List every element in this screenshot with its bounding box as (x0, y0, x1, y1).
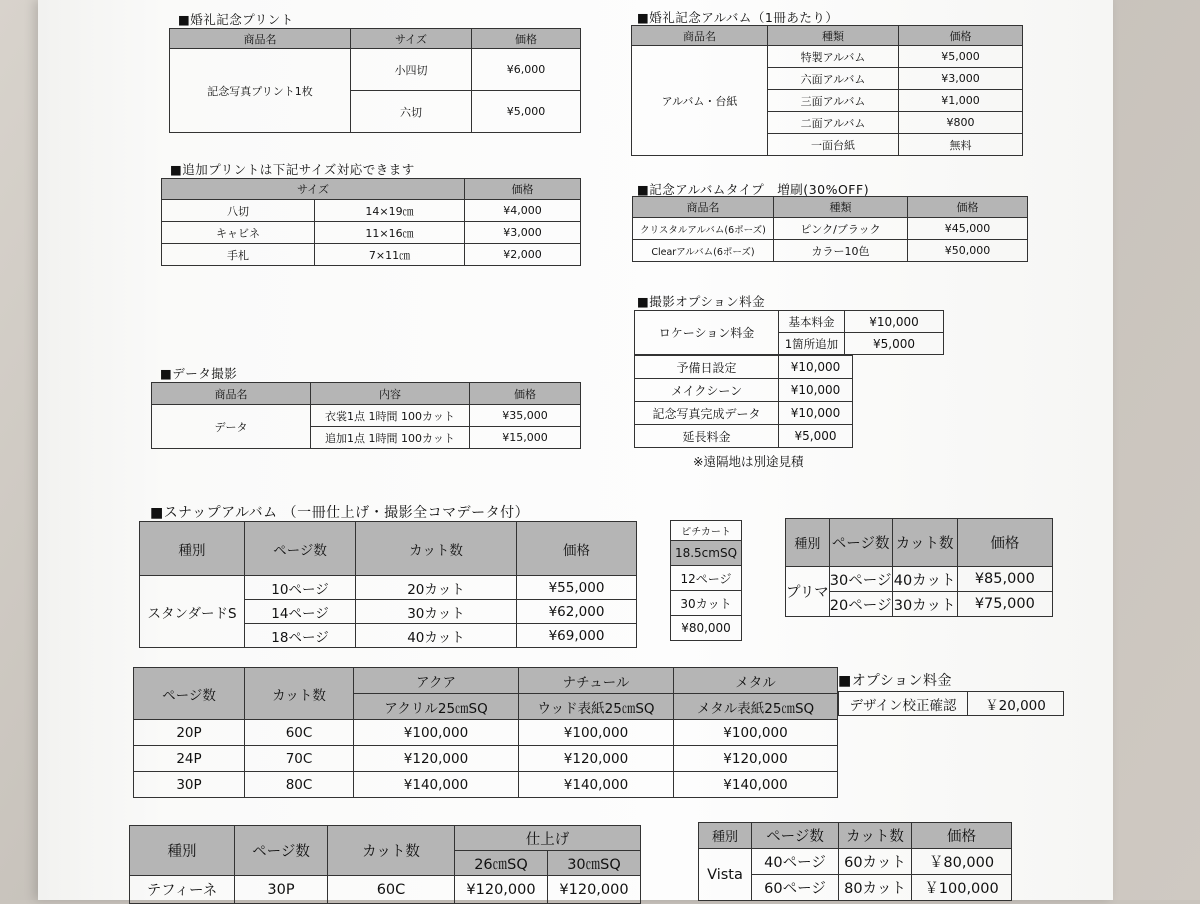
snap-album-table (139, 521, 637, 648)
header-aqua: アクア (354, 668, 519, 694)
cuts-cell: 40カット (892, 567, 957, 592)
print-dimensions: 14×19㎝ (315, 200, 465, 222)
album-type: スタンダードS (140, 576, 245, 648)
option-fee-price: ￥20,000 (968, 692, 1064, 716)
header-pages: ページ数 (829, 519, 892, 567)
cuts-cell: 60C (245, 720, 354, 746)
option-label: 延長料金 (635, 425, 779, 448)
price-cell: ¥85,000 (957, 567, 1052, 592)
subheader-30: 30㎝SQ (548, 851, 641, 876)
pages-cell: 60ページ (752, 875, 839, 901)
pages-cell: 10ページ (245, 576, 356, 600)
price-cell: ¥75,000 (957, 592, 1052, 617)
cuts-cell: 70C (245, 746, 354, 772)
price-cell: ¥50,000 (908, 240, 1028, 262)
pages-cell: 14ページ (245, 600, 356, 624)
product-name: データ (152, 405, 311, 449)
product-name: Clearアルバム(6ポーズ) (633, 240, 774, 262)
price-cell: ¥1,000 (899, 90, 1023, 112)
finish-table (129, 825, 641, 904)
price-cell: ¥140,000 (519, 772, 674, 798)
price-cell: ¥5,000 (779, 425, 853, 448)
header-price: 価格 (912, 823, 1012, 849)
option-label: メイクシーン (635, 379, 779, 402)
size-cell: 六切 (351, 91, 472, 133)
pages-cell: 30P (134, 772, 245, 798)
header-cuts: カット数 (839, 823, 912, 849)
price-cell: ¥100,000 (674, 720, 838, 746)
price-cell: ¥55,000 (517, 576, 637, 600)
header-cuts: カット数 (356, 522, 517, 576)
header-type: 種別 (140, 522, 245, 576)
snap-album-heading: ■スナップアルバム （一冊仕上げ・撮影全コマデータ付） (150, 505, 530, 521)
kind-cell: 六面アルバム (768, 68, 899, 90)
wedding-prints-table (169, 28, 581, 133)
product-name: クリスタルアルバム(6ポーズ) (633, 218, 774, 240)
wedding-album-heading: ■婚礼記念アルバム（1冊あたり） (637, 10, 839, 25)
header-size: サイズ (351, 29, 472, 49)
price-cell: ¥140,000 (674, 772, 838, 798)
price-cell: ￥80,000 (912, 849, 1012, 875)
option-fee-table (838, 691, 1064, 716)
pages-cell: 30ページ (829, 567, 892, 592)
price-cell: ¥5,000 (472, 91, 581, 133)
wedding-prints-heading: ■婚礼記念プリント (178, 12, 294, 27)
price-cell: ¥800 (899, 112, 1023, 134)
shoot-options-table (634, 355, 853, 448)
price-cell: ¥35,000 (470, 405, 581, 427)
price-cell: ¥69,000 (517, 624, 637, 648)
price-cell: ¥3,000 (465, 222, 581, 244)
price-cell: ¥6,000 (472, 49, 581, 91)
print-name: 八切 (162, 200, 315, 222)
price-cell: ¥15,000 (470, 427, 581, 449)
subheader-nature: ウッド表紙25㎝SQ (519, 694, 674, 720)
cuts-cell: 30カット (892, 592, 957, 617)
header-price: 価格 (957, 519, 1052, 567)
kind-cell: 特製アルバム (768, 46, 899, 68)
price-cell: ¥100,000 (519, 720, 674, 746)
price-cell: ¥120,000 (674, 746, 838, 772)
header-price: 価格 (899, 26, 1023, 46)
print-name: 手札 (162, 244, 315, 266)
cuts-cell: 80C (245, 772, 354, 798)
header-product: 商品名 (633, 197, 774, 218)
pichi-card-price: ¥80,000 (671, 616, 742, 641)
header-pages: ページ数 (134, 668, 245, 720)
pages-cell: 24P (134, 746, 245, 772)
kind-cell: ピンク/ブラック (774, 218, 908, 240)
pichi-card-pages: 12ページ (671, 566, 742, 591)
album-type: Vista (699, 849, 752, 901)
price-cell: ¥120,000 (519, 746, 674, 772)
location-fee-table (634, 310, 944, 355)
price-cell: ¥5,000 (845, 333, 944, 355)
content-cell: 追加1点 1時間 100カット (311, 427, 470, 449)
header-pages: ページ数 (235, 826, 328, 876)
option-fee-heading: ■オプション料金 (838, 673, 952, 689)
header-pages: ページ数 (752, 823, 839, 849)
cuts-cell: 40カット (356, 624, 517, 648)
content-cell: 衣裳1点 1時間 100カット (311, 405, 470, 427)
header-cuts: カット数 (328, 826, 455, 876)
price-cell: ¥100,000 (354, 720, 519, 746)
price-cell: ¥10,000 (779, 356, 853, 379)
extra-prints-heading: ■追加プリントは下記サイズ対応できます (170, 162, 415, 177)
header-price: 価格 (465, 179, 581, 200)
header-content: 内容 (311, 383, 470, 405)
pages-cell: 30P (235, 876, 328, 904)
header-price: 価格 (517, 522, 637, 576)
header-price: 価格 (908, 197, 1028, 218)
print-name: キャビネ (162, 222, 315, 244)
data-shoot-heading: ■データ撮影 (160, 366, 238, 381)
prima-table (785, 518, 1053, 617)
header-cuts: カット数 (245, 668, 354, 720)
price-cell: ¥4,000 (465, 200, 581, 222)
cuts-cell: 60C (328, 876, 455, 904)
kind-cell: 一面台紙 (768, 134, 899, 156)
option-label: 予備日設定 (635, 356, 779, 379)
pichi-card-size: 18.5cmSQ (671, 541, 742, 566)
price-cell: ¥140,000 (354, 772, 519, 798)
header-price: 価格 (470, 383, 581, 405)
header-product: 商品名 (632, 26, 768, 46)
header-product: 商品名 (152, 383, 311, 405)
price-cell: ¥10,000 (779, 379, 853, 402)
product-name: アルバム・台紙 (632, 46, 768, 156)
header-finish: 仕上げ (455, 826, 641, 851)
price-cell: 無料 (899, 134, 1023, 156)
header-product: 商品名 (170, 29, 351, 49)
data-shoot-table (151, 382, 581, 449)
pages-cell: 20P (134, 720, 245, 746)
cuts-cell: 60カット (839, 849, 912, 875)
price-cell: ¥120,000 (548, 876, 641, 904)
price-cell: ¥5,000 (899, 46, 1023, 68)
header-kind: 種類 (768, 26, 899, 46)
album-type-heading: ■記念アルバムタイプ 増刷(30%OFF) (637, 182, 870, 197)
subheader-metal: メタル表紙25㎝SQ (674, 694, 838, 720)
header-cuts: カット数 (892, 519, 957, 567)
wedding-album-table (631, 25, 1023, 156)
header-type: 種別 (130, 826, 235, 876)
location-label: ロケーション料金 (635, 311, 779, 355)
product-name: 記念写真プリント1枚 (170, 49, 351, 133)
vista-table (698, 822, 1012, 901)
header-price: 価格 (472, 29, 581, 49)
extra-prints-table (161, 178, 581, 266)
cuts-cell: 30カット (356, 600, 517, 624)
header-nature: ナチュール (519, 668, 674, 694)
kind-cell: 三面アルバム (768, 90, 899, 112)
header-kind: 種類 (774, 197, 908, 218)
cuts-cell: 80カット (839, 875, 912, 901)
price-cell: ￥100,000 (912, 875, 1012, 901)
location-row-label: 基本料金 (779, 311, 845, 333)
price-cell: ¥120,000 (354, 746, 519, 772)
kind-cell: 二面アルバム (768, 112, 899, 134)
price-cell: ¥3,000 (899, 68, 1023, 90)
album-type: テフィーネ (130, 876, 235, 904)
remote-area-note: ※遠隔地は別途見積 (693, 454, 804, 469)
price-cell: ¥120,000 (455, 876, 548, 904)
header-metal: メタル (674, 668, 838, 694)
size-cell: 小四切 (351, 49, 472, 91)
option-label: 記念写真完成データ (635, 402, 779, 425)
header-size: サイズ (162, 179, 465, 200)
print-dimensions: 7×11㎝ (315, 244, 465, 266)
price-cell: ¥62,000 (517, 600, 637, 624)
subheader-aqua: アクリル25㎝SQ (354, 694, 519, 720)
shoot-options-heading: ■撮影オプション料金 (637, 294, 766, 309)
location-row-label: 1箇所追加 (779, 333, 845, 355)
print-dimensions: 11×16㎝ (315, 222, 465, 244)
subheader-26: 26㎝SQ (455, 851, 548, 876)
price-cell: ¥10,000 (845, 311, 944, 333)
pages-cell: 40ページ (752, 849, 839, 875)
album-type: プリマ (786, 567, 830, 617)
price-cell: ¥2,000 (465, 244, 581, 266)
pages-cell: 20ページ (829, 592, 892, 617)
pichi-card-table (670, 520, 742, 641)
header-type: 種別 (699, 823, 752, 849)
header-pages: ページ数 (245, 522, 356, 576)
price-cell: ¥10,000 (779, 402, 853, 425)
album-type-table (632, 196, 1028, 262)
cuts-cell: 20カット (356, 576, 517, 600)
pichi-card-cuts: 30カット (671, 591, 742, 616)
header-type: 種別 (786, 519, 830, 567)
option-fee-label: デザイン校正確認 (839, 692, 968, 716)
pichi-card-title: ピチカート (671, 521, 742, 541)
material-album-table (133, 667, 838, 798)
pages-cell: 18ページ (245, 624, 356, 648)
kind-cell: カラー10色 (774, 240, 908, 262)
price-cell: ¥45,000 (908, 218, 1028, 240)
